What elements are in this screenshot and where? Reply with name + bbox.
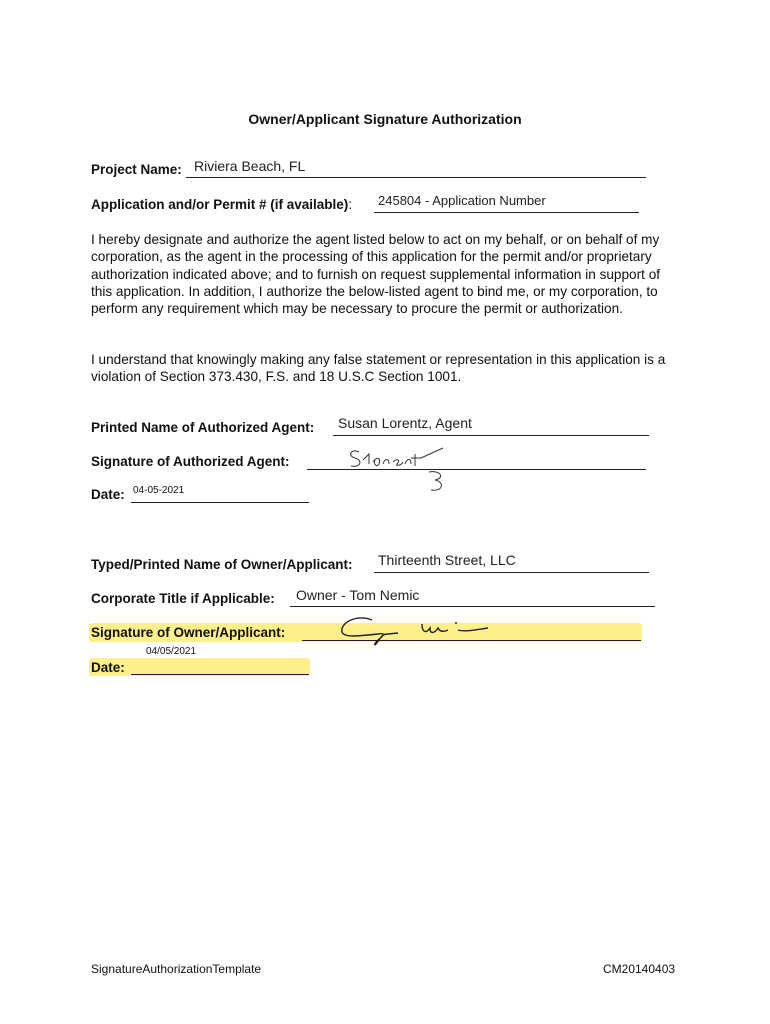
corporate-title-label: Corporate Title if Applicable: xyxy=(91,591,275,606)
owner-name-line xyxy=(374,572,649,573)
owner-name-field[interactable]: Thirteenth Street, LLC xyxy=(378,552,516,568)
owner-date-field[interactable]: 04/05/2021 xyxy=(146,646,197,657)
owner-date-line xyxy=(131,674,309,675)
agent-date-label: Date: xyxy=(91,487,125,502)
corporate-title-field[interactable]: Owner - Tom Nemic xyxy=(296,587,420,603)
application-permit-field[interactable]: 245804 - Application Number xyxy=(378,193,546,208)
owner-name-label: Typed/Printed Name of Owner/Applicant: xyxy=(91,557,353,572)
owner-signature-image[interactable] xyxy=(338,612,493,652)
agent-signature-label: Signature of Authorized Agent: xyxy=(91,454,290,469)
footer-template-name: SignatureAuthorizationTemplate xyxy=(91,962,262,976)
agent-name-label: Printed Name of Authorized Agent: xyxy=(91,420,315,435)
document-title: Owner/Applicant Signature Authorization xyxy=(248,111,522,127)
project-name-field[interactable]: Riviera Beach, FL xyxy=(194,158,306,174)
corporate-title-line xyxy=(290,606,655,607)
authorization-paragraph: I hereby designate and authorize the agent listed below to act on my behalf, or on behalf of my corporation, as the agent in the processing of this application for the permit and/or proprietary authorization indicated above; and to furnish on request supplemental information in support of this application. In addition, I authorize the below-listed agent to bind me, or my corporation, to perform any requirement which may be necessary to procure the permit or authorization. xyxy=(91,232,661,317)
agent-signature-image[interactable] xyxy=(345,440,455,500)
project-name-line xyxy=(186,177,646,178)
owner-date-label: Date: xyxy=(91,660,125,675)
project-name-label: Project Name: xyxy=(91,162,182,177)
footer-code: CM20140403 xyxy=(603,962,676,976)
application-permit-label: Application and/or Permit # (if available): xyxy=(91,197,353,212)
agent-date-field[interactable]: 04-05-2021 xyxy=(133,485,185,496)
agent-name-field[interactable]: Susan Lorentz, Agent xyxy=(338,415,472,431)
false-statement-paragraph: I understand that knowingly making any false statement or representation in this application is a violation of Section 373.430, F.S. and 18 U.S.C Section 1001. xyxy=(91,352,666,385)
owner-signature-label: Signature of Owner/Applicant: xyxy=(91,625,286,640)
agent-name-line xyxy=(333,435,649,436)
application-permit-line xyxy=(374,212,639,213)
agent-date-line xyxy=(131,502,309,503)
